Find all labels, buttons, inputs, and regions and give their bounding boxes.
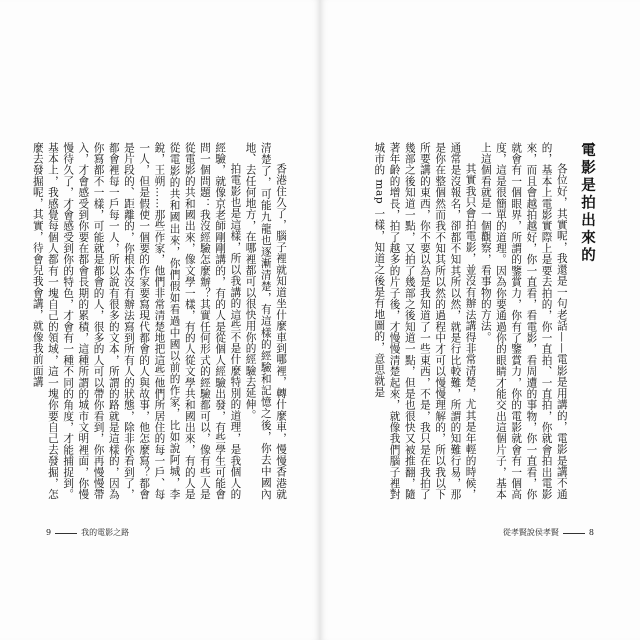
left-paragraph-1: 香港住久了，腦子裡就知道坐什麼車到哪裡，轉什麼車，慢慢香港就清楚了，可能九龍也逐漸清楚，有這樣的經驗和記憶之後，你去中國內地、去任何地方，在哪裡都可以很快用你的經驗去延伸。 [244,142,287,500]
right-page [320,0,640,640]
footer-rule [55,533,77,534]
chapter-title: 電影是拍出來的 [579,142,595,265]
right-running-title: 從孝賢說侯孝賢 [502,528,559,537]
right-page-footer [503,526,594,540]
footer-rule [563,533,585,534]
left-page-footer [46,526,129,540]
left-running-title: 我的電影之路 [81,528,130,537]
right-page-number: 8 [588,528,594,537]
right-page-text [373,142,595,500]
left-page-text [31,142,288,500]
right-paragraph-2: 其實我只會拍電影，並沒有辦法講得非常清楚，尤其是年輕的時候，通常是沒報名，卻都不知其所以然，就是行比較難，所謂的知難行易，那是你在整個然而我不知其所以然的過程中才可以慢慢理解的，所以我以下所要講的東西，你不要以為是我知道了一些東西，不是，我只是在我拍了幾部之後知道一點，又拍了幾部之後知道一點，但是也很快又被推翻，隨著年齡的增長，拍了越多的片子後，才慢慢清楚起來，就像我們腦子裡對城市的 map 一樣，知道之後是有地圖的，意思就是 [373,142,477,500]
right-paragraph-1: 各位好，其實呢，我還是一句老話——電影是用講的，電影是講不通的，基本上電影實際上是要去拍的，你一直拍、一直拍，你就會拍出電影來，而且會越拍越好，你一直看，看電影，看周遭的事物，你一直看，你就會有一個眼界，所謂的鑒賞力，你有了鑒賞力，你的電影就會有一個高度，這是很簡單的道理。因為你要通過你的眼睛才能交出這個片子，基本上這個看就是一個觀察，看事物的方法。 [479,142,568,500]
left-paragraph-2: 拍電影也是這樣，所以我講的這些不是什麼特別的道理，是我個人的經驗，就像京老師剛剛講的，有的人是從個人經驗出發，有些學生可能會問一個問題：我沒經驗怎麼辦？其實任何形式的經驗都可以，像有些人是從電影的共和國出來，像文學一樣，有的人從文學共和國出來，有的人是從電影的共和國出來，你們假如看過中國以前的作家，比如說阿城，李銳，王朔……那些作家，他們非常清楚地把這些他們所居住的每一戶、每一人，但是假使一個要的作家要寫現代都會的人與故事，他怎麼寫？都會是片段的、距離的，你根本沒有辦法寫到所有人的狀態，除非你看到了，都會裡每一戶每一人，所以說有很多的文本，所謂的路就是這樣的，因為你寫都不一樣，可能就是都會的人，很多的人可以帶你看到，你再慢慢帶入，才會感受到你要在都會長期的累積，這種所謂的城市文明裡面，你慢慢待久了，才會感受到你的特色，才會有一種不同的角度，才能捕捉到。基本上，我感覺每個人都有一塊自己的領域，這一塊你要自己去發掘，怎麼去發掘呢，其實，待會兒我會講，就像我前面講 [31,142,242,500]
left-page-number: 9 [46,528,52,537]
